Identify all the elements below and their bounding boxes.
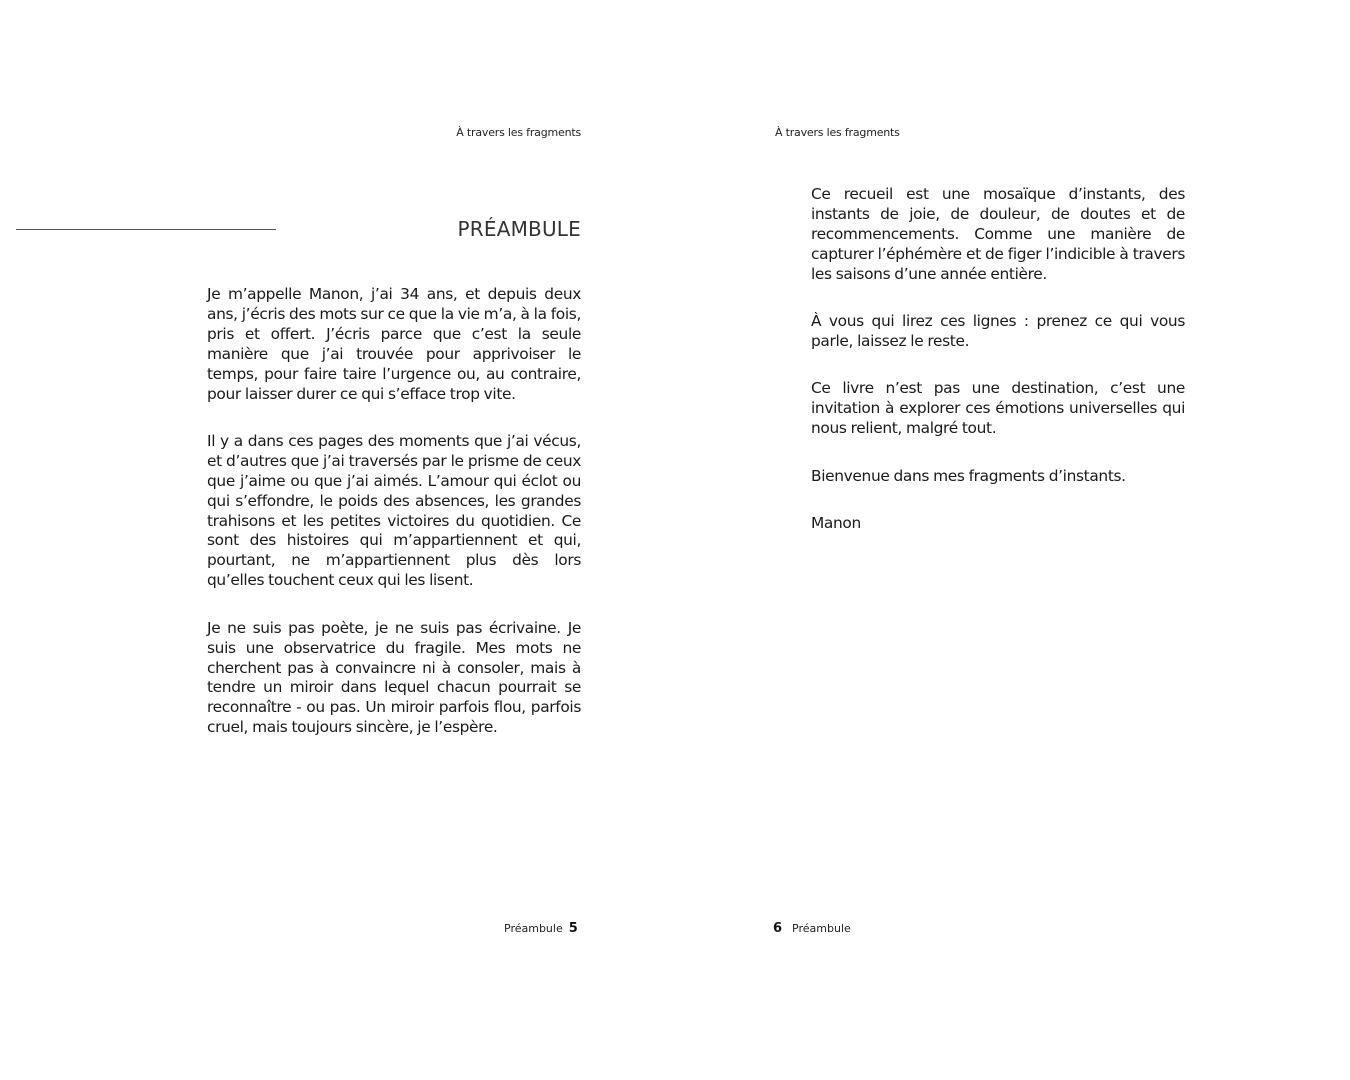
signature: Manon — [811, 513, 861, 532]
running-head-right: À travers les fragments — [775, 126, 900, 139]
paragraph: À vous qui lirez ces lignes : prenez ce qui vous parle, laissez le reste. — [811, 312, 1185, 350]
footer-right — [773, 921, 851, 936]
running-head-left: À travers les fragments — [456, 126, 581, 139]
paragraph: Il y a dans ces pages des moments que j’ai vécus, et d’autres que j’ai traversés par le prisme de ceux que j’aime ou que j’ai aimés. L’amour qui éclot ou qui s’effondre, le poids des absences, les grandes trahisons et les petites victoires du quotidien. Ce sont des histoires qui m’appartiennent et qui, pourtant, ne m’appartiennent plus dès lors qu’elles touchent ceux qui les lisent. — [207, 431, 581, 590]
chapter-title: PRÉAMBULE — [457, 217, 581, 241]
right-body-text — [811, 185, 1185, 561]
page-number: 5 — [568, 921, 578, 936]
left-body-text — [207, 285, 581, 766]
page-number: 6 — [773, 921, 783, 936]
paragraph: Je ne suis pas poète, je ne suis pas écrivaine. Je suis une observatrice du fragile. Mes mots ne cherchent pas à convaincre ni à consoler, mais à tendre un miroir dans lequel chacun pourrait se reconnaître - ou pas. Un miroir parfois flou, parfois cruel, mais toujours sincère, je l’espère. — [207, 618, 581, 737]
chapter-rule — [16, 229, 276, 230]
footer-label: Préambule — [504, 922, 563, 935]
paragraph: Bienvenue dans mes fragments d’instants. — [811, 466, 1126, 485]
paragraph: Ce livre n’est pas une destination, c’est une invitation à explorer ces émotions universelles qui nous relient, malgré tout. — [811, 379, 1185, 438]
paragraph: Je m’appelle Manon, j’ai 34 ans, et depuis deux ans, j’écris des mots sur ce que la vie m’a, à la fois, pris et offert. J’écris parce que c’est la seule manière que j’ai trouvée pour apprivoiser le temps, pour faire taire l’urgence ou, au contraire, pour laisser durer ce qui s’efface trop vite. — [207, 285, 581, 403]
footer-label: Préambule — [792, 922, 851, 935]
footer-left — [504, 921, 578, 936]
paragraph: Ce recueil est une mosaïque d’instants, des instants de joie, de douleur, de doutes et de recommencements. Comme une manière de capturer l’éphémère et de figer l’indicible à travers les saisons d’une année entière. — [811, 185, 1185, 283]
